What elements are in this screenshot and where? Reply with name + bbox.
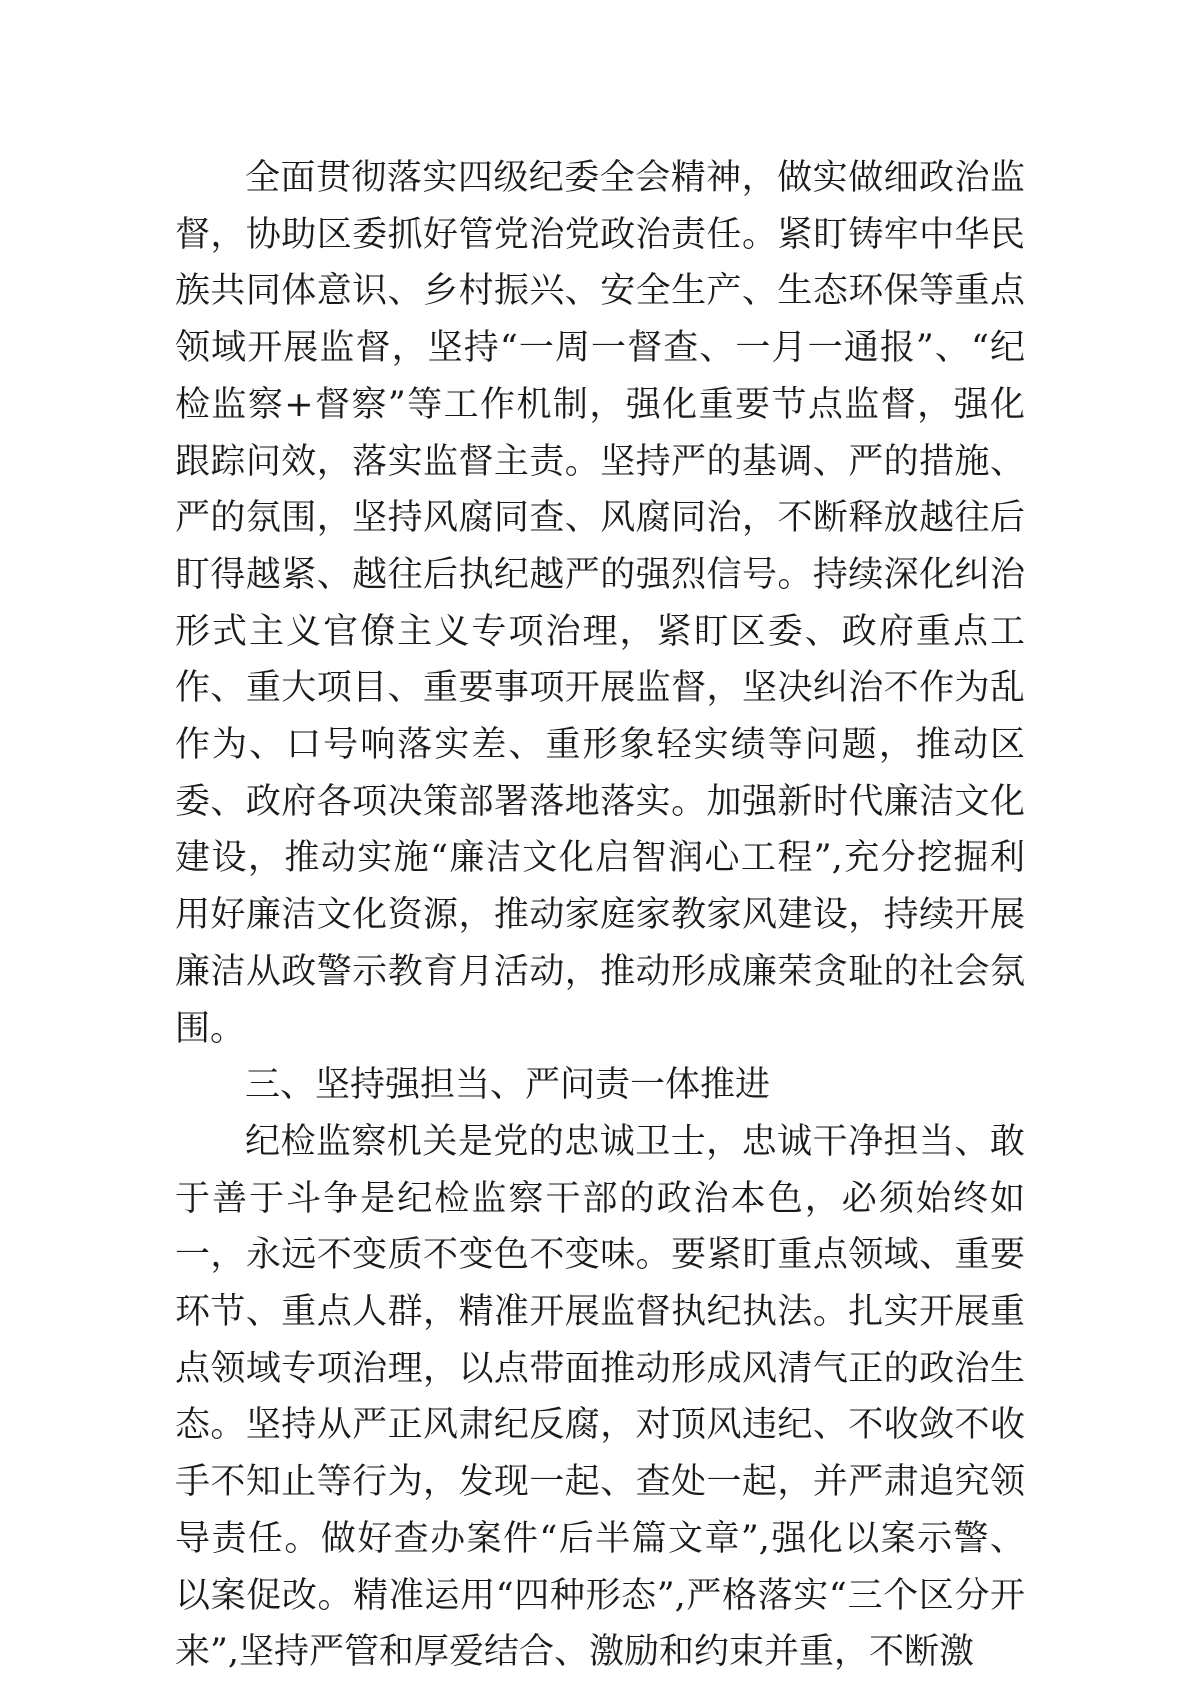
paragraph-political-supervision: 全面贯彻落实四级纪委全会精神，做实做细政治监督，协助区委抓好管党治党政治责任。紧盯铸牢中华民族共同体意识、乡村振兴、安全生产、生态环保等重点领域开展监督，坚持“一周一督查、一月一通报”、“纪检监察+督察”等工作机制，强化重要节点监督，强化跟踪问效，落实监督主责。坚持严的基调、严的措施、严的氛围，坚持风腐同查、风腐同治，不断释放越往后盯得越紧、越往后执纪越严的强烈信号。持续深化纠治形式主义官僚主义专项治理，紧盯区委、政府重点工作、重大项目、重要事项开展监督，坚决纠治不作为乱作为、口号响落实差、重形象轻实绩等问题，推动区委、政府各项决策部署落地落实。加强新时代廉洁文化建设，推动实施“廉洁文化启智润心工程”,充分挖掘利用好廉洁文化资源，推动家庭家教家风建设，持续开展廉洁从政警示教育月活动，推动形成廉荣贪耻的社会氛围。 [175, 158, 1025, 1049]
section-heading-three: 三、坚持强担当、严问责一体推进 [245, 1065, 771, 1106]
body-text [175, 150, 1025, 1681]
paragraph-accountability: 纪检监察机关是党的忠诚卫士，忠诚干净担当、敢于善于斗争是纪检监察干部的政治本色，必须始终如一，永远不变质不变色不变味。要紧盯重点领域、重要环节、重点人群，精准开展监督执纪执法。扎实开展重点领域专项治理，以点带面推动形成风清气正的政治生态。坚持从严正风肃纪反腐，对顶风违纪、不收敛不收手不知止等行为，发现一起、查处一起，并严肃追究领导责任。做好查办案件“后半篇文章”,强化以案示警、以案促改。精准运用“四种形态”,严格落实“三个区分开来”,坚持严管和厚爱结合、激励和约束并重，不断激 [175, 1121, 1025, 1673]
